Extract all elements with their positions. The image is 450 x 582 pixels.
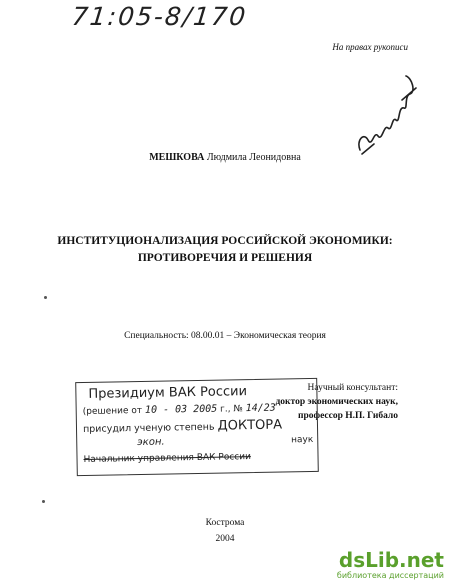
title-line-1: ИНСТИТУЦИОНАЛИЗАЦИЯ РОССИЙСКОЙ ЭКОНОМИКИ: xyxy=(57,235,393,247)
stamp-awarded-prefix: присудил ученую степень xyxy=(82,421,215,435)
rights-note: На правах рукописи xyxy=(332,42,408,52)
stamp-decision-suffix: г., № xyxy=(220,404,243,415)
stamp-awarded xyxy=(83,418,282,436)
watermark-logo: dsLib.net xyxy=(338,548,444,572)
watermark-tagline: библиотека диссертаций xyxy=(336,571,444,580)
stamp-decision-prefix: (решение от xyxy=(82,405,143,417)
year: 2004 xyxy=(215,534,235,544)
consultant-label: Научный консультант: xyxy=(307,383,398,393)
consultant-degree: доктор экономических наук, xyxy=(275,397,398,407)
archive-code: 71:05-8/170 xyxy=(70,2,249,31)
stamp-decision-number: 14/23 xyxy=(245,402,276,415)
vak-stamp xyxy=(75,378,319,476)
author-surname: МЕШКОВА xyxy=(149,152,205,163)
scan-speck xyxy=(44,296,47,299)
signature-icon xyxy=(350,70,420,160)
dslib-watermark xyxy=(336,548,450,582)
scan-speck xyxy=(42,500,45,503)
stamp-title: Президиум ВАК России xyxy=(88,384,248,402)
stamp-awarded-degree: ДОКТОРА xyxy=(217,417,283,434)
stamp-field: экон. xyxy=(137,436,165,449)
city: Кострома xyxy=(205,518,245,528)
specialty: Специальность: 08.00.01 – Экономическая теория xyxy=(124,331,326,341)
stamp-decision-date: 10 - 03 2005 xyxy=(144,403,218,416)
stamp-field-suffix: наук xyxy=(290,434,314,446)
stamp-decision xyxy=(83,403,276,417)
title-line-2: ПРОТИВОРЕЧИЯ И РЕШЕНИЯ xyxy=(137,252,313,264)
stamp-head: Начальник управления ВАК России xyxy=(83,452,251,465)
dissertation-title xyxy=(0,233,450,267)
author-given-names: Людмила Леонидовна xyxy=(206,152,301,163)
author-name xyxy=(0,152,450,163)
consultant-name: профессор Н.П. Гибало xyxy=(298,411,398,421)
